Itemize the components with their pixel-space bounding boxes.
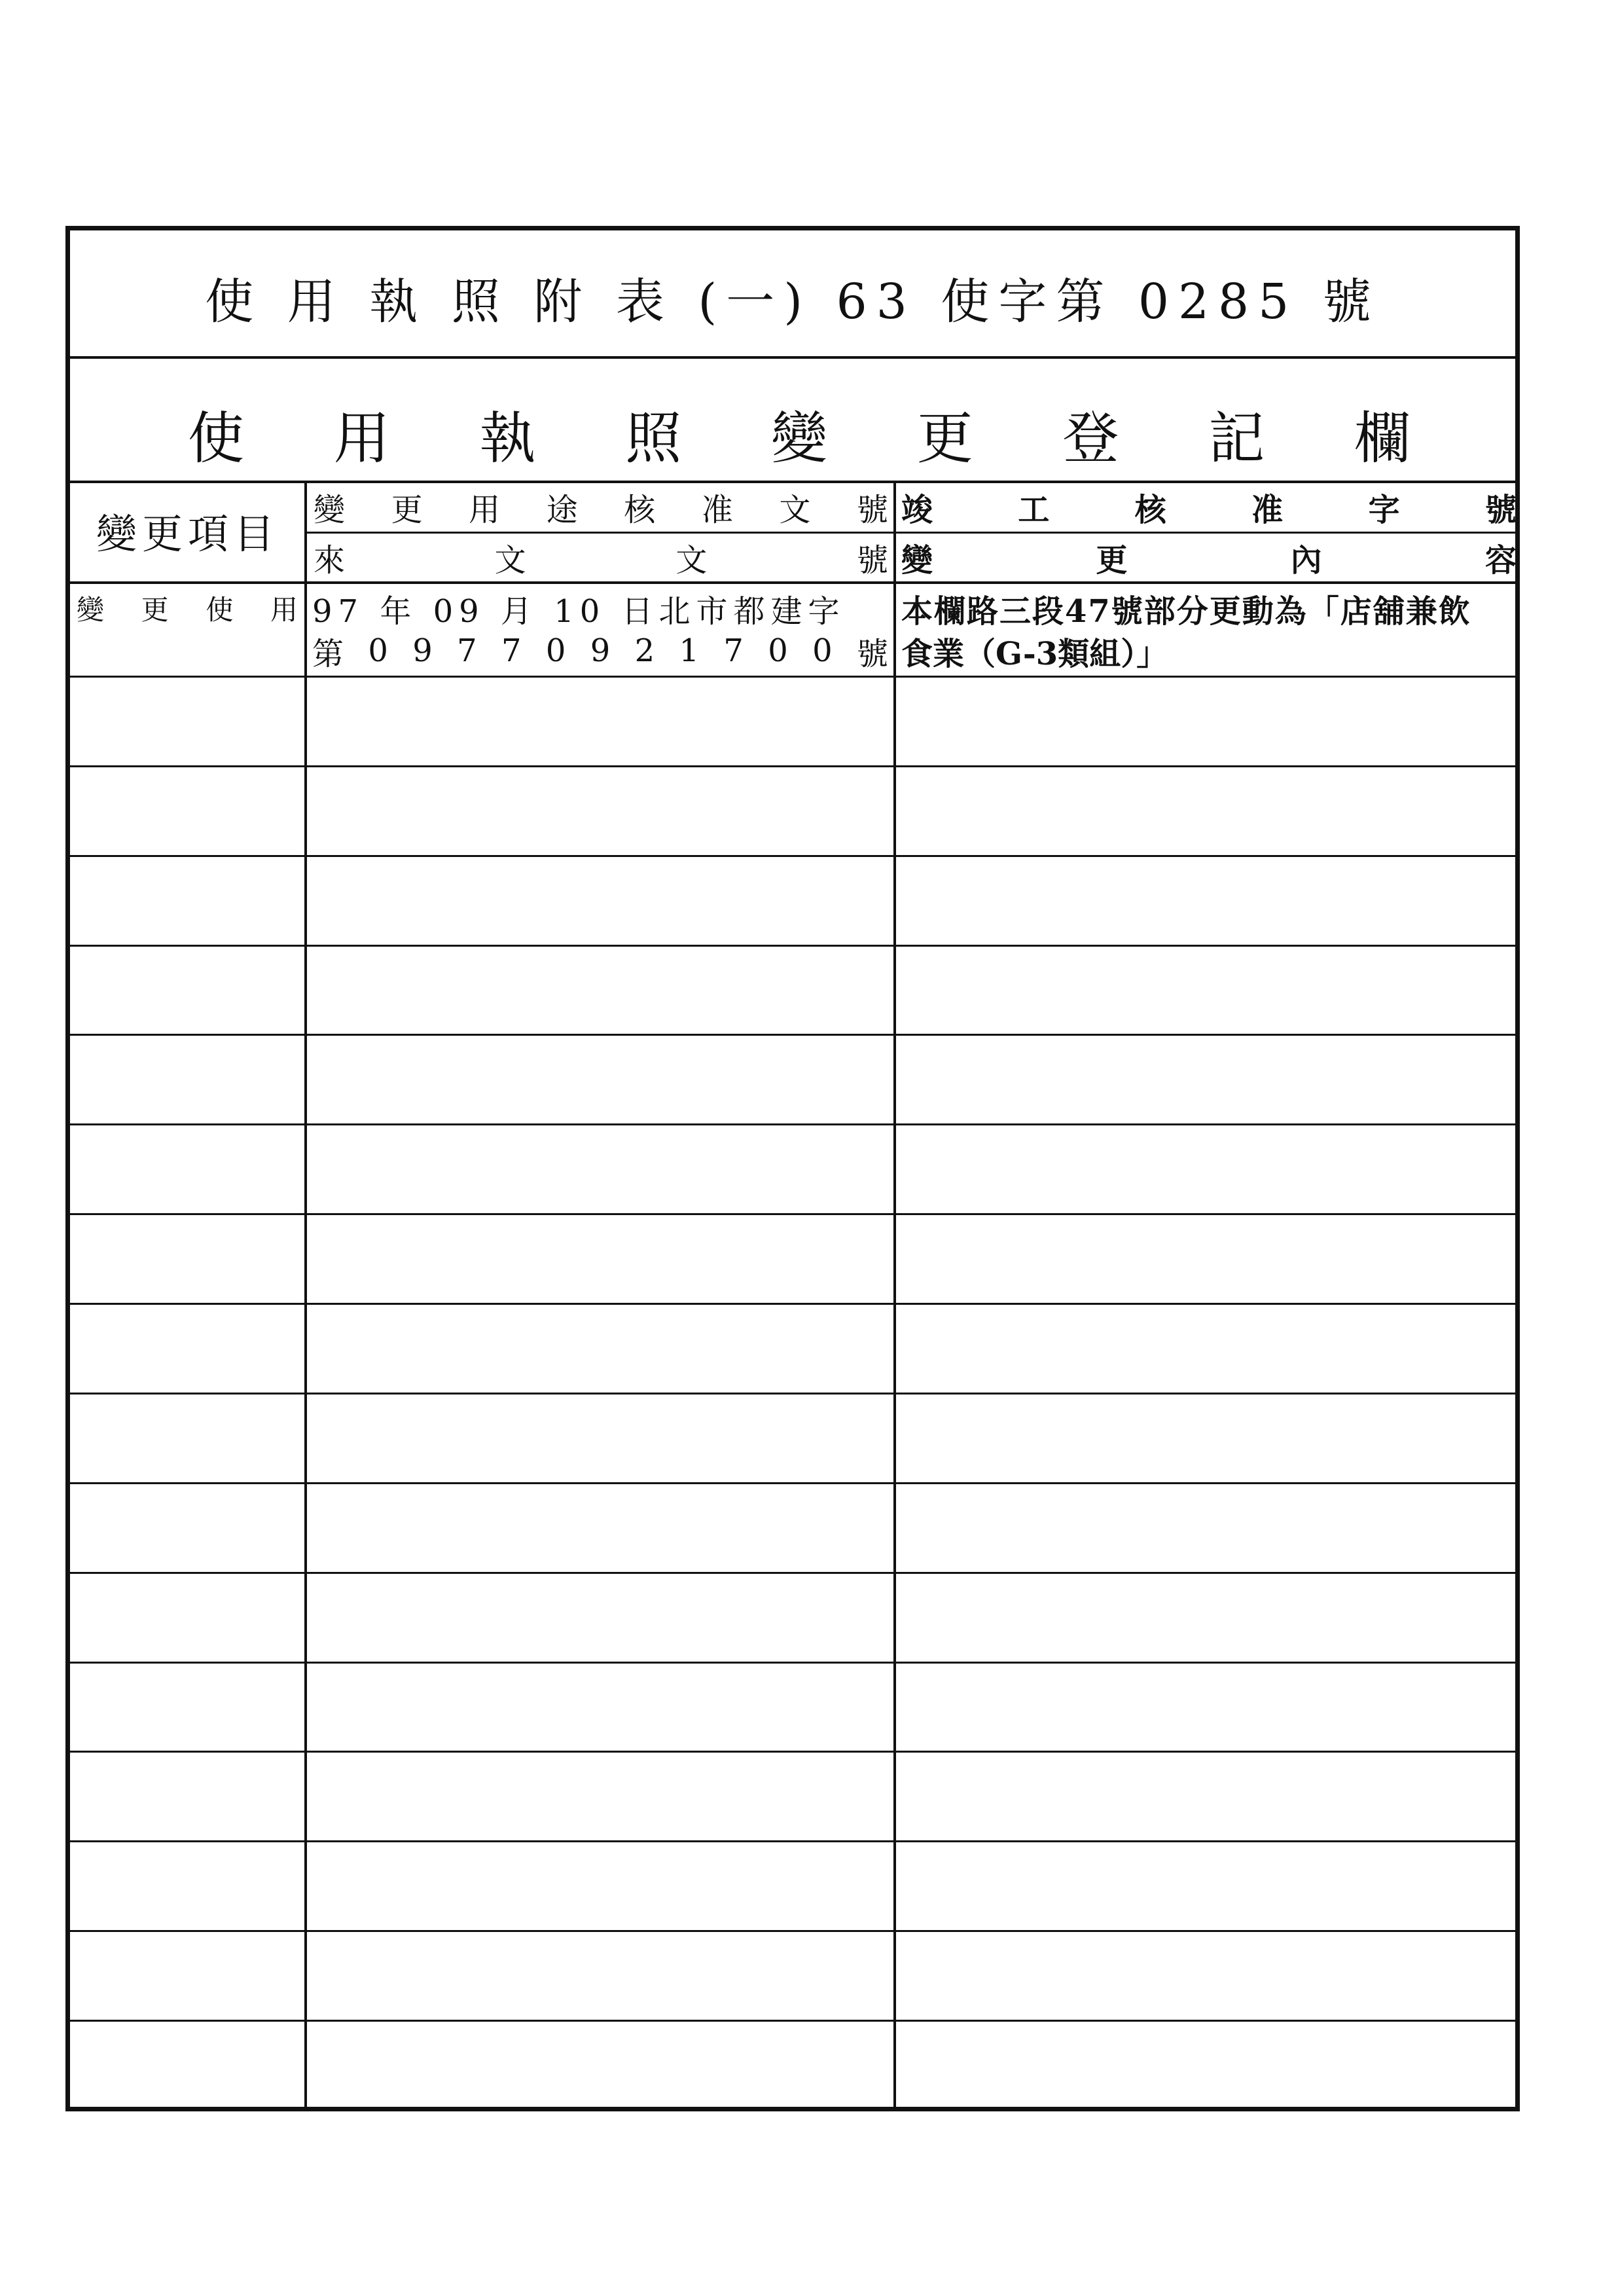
section-title-char: 變 (771, 406, 827, 471)
header-char: 更 (1096, 541, 1128, 579)
item-char: 變 (77, 594, 105, 626)
doc-digit: 2 (634, 632, 655, 669)
doc-digit: 0 (768, 632, 788, 669)
column-divider-1 (304, 481, 307, 2107)
header-char: 更 (391, 491, 423, 528)
section-title-char: 欄 (1354, 406, 1411, 471)
item-char: 使 (206, 594, 234, 626)
column-divider-2 (893, 481, 896, 2107)
table-row-divider (70, 1840, 1515, 1842)
table-row-divider (70, 1751, 1515, 1753)
header-char: 竣 (901, 491, 933, 528)
table-row-divider (70, 1303, 1515, 1305)
section-title-char: 更 (916, 406, 973, 471)
page-title: 使 用 執 照 附 表 (一) 63 使字第 0285 號 (205, 274, 1380, 330)
doc-digit: 1 (679, 632, 700, 669)
header-char: 准 (1251, 491, 1284, 528)
section-title-char: 記 (1208, 406, 1265, 471)
header-char: 用 (469, 491, 501, 528)
header-char: 變 (314, 491, 346, 528)
section-title-char: 照 (625, 406, 682, 471)
header-char: 號 (856, 491, 888, 528)
header-char: 內 (1290, 541, 1322, 579)
table-row-divider (70, 676, 1515, 678)
form-frame (65, 226, 1520, 2111)
header-char: 核 (624, 491, 656, 528)
doc-digit: 0 (545, 632, 566, 669)
doc-digit: 7 (457, 632, 477, 669)
column-header-item: 變更項目 (96, 509, 279, 558)
table-row-divider (70, 1034, 1515, 1036)
table-row-divider (70, 1393, 1515, 1394)
section-title-char: 登 (1062, 406, 1119, 471)
table-row-divider (70, 2020, 1515, 2022)
doc-digit: 0 (812, 632, 833, 669)
column-header-incoming-doc (314, 534, 888, 581)
table-row-divider (70, 1662, 1515, 1664)
table-row-divider (70, 765, 1515, 767)
header-char: 變 (901, 541, 933, 579)
header-char: 途 (546, 491, 578, 528)
table-row-divider (70, 855, 1515, 857)
item-char: 更 (141, 594, 169, 626)
header-char: 准 (701, 491, 733, 528)
table-cell-content-line1: 本欄路三段47號部分更動為「店舖兼飲 (901, 592, 1471, 630)
header-char: 文 (779, 491, 811, 528)
header-char: 字 (1368, 491, 1400, 528)
header-bottom-divider (70, 581, 1515, 584)
table-row-divider (70, 1123, 1515, 1125)
section-title (188, 374, 1411, 492)
doc-prefix: 第 (312, 635, 344, 672)
doc-suffix: 號 (856, 635, 888, 672)
header-char: 容 (1484, 541, 1517, 579)
header-char: 來 (314, 541, 346, 579)
column-header-completion-permit (901, 483, 1517, 530)
item-char: 用 (270, 594, 298, 626)
doc-digit: 9 (590, 632, 611, 669)
doc-digit: 7 (501, 632, 522, 669)
title-divider (70, 356, 1515, 359)
table-row-divider (70, 1572, 1515, 1574)
section-title-char: 使 (188, 406, 244, 471)
table-row-divider (70, 945, 1515, 947)
table-cell-doc-line2 (312, 630, 888, 672)
table-row-divider (70, 1930, 1515, 1932)
table-cell-doc-line1: 97 年 09 月 10 日北市都建字 (312, 592, 846, 630)
table-cell-item (77, 587, 298, 629)
header-char: 核 (1134, 491, 1166, 528)
doc-digit: 7 (723, 632, 744, 669)
doc-digit: 0 (368, 632, 388, 669)
doc-digit: 9 (412, 632, 433, 669)
section-title-char: 用 (333, 406, 390, 471)
table-row-divider (70, 1482, 1515, 1484)
table-cell-content-line2: 食業（G-3類組）」 (901, 635, 1168, 672)
column-header-change-content (901, 534, 1517, 581)
header-char: 文 (494, 541, 526, 579)
header-char: 號 (1484, 491, 1517, 528)
header-char: 工 (1018, 491, 1050, 528)
header-char: 文 (675, 541, 708, 579)
column-header-approval-doc (314, 483, 888, 530)
header-char: 號 (856, 541, 888, 579)
table-row-divider (70, 1213, 1515, 1215)
section-title-char: 執 (479, 406, 536, 471)
